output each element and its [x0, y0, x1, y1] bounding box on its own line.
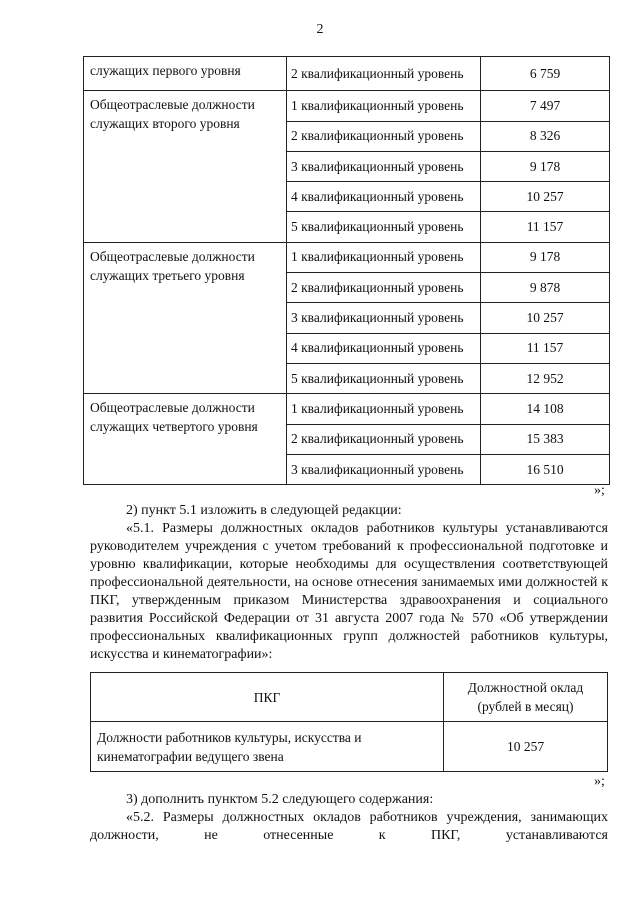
level-label: 2 квалификационный уровень: [287, 121, 481, 151]
level-label: 3 квалификационный уровень: [287, 303, 481, 333]
item-3-text: «5.2. Размеры должностных окладов работников учреждения, занимающих должности, не отнесенные к ПКГ, устанавливаются: [90, 810, 608, 843]
table-row: [84, 91, 610, 121]
level-label: 4 квалификационный уровень: [287, 182, 481, 212]
salary-value: 10 257: [481, 303, 610, 333]
level-label: 3 квалификационный уровень: [287, 454, 481, 484]
salary-value: 9 178: [481, 151, 610, 181]
salary-value: 11 157: [481, 333, 610, 363]
header-salary: Должностной оклад (рублей в месяц): [444, 673, 608, 722]
salary-table-culture: [90, 672, 608, 772]
salary-value: 9 178: [481, 242, 610, 272]
group-name: Общеотраслевые должности служащих второго уровня: [84, 91, 287, 242]
level-label: 2 квалификационный уровень: [287, 424, 481, 454]
salary-table-general: [83, 56, 610, 485]
group-name: служащих первого уровня: [84, 57, 287, 91]
level-label: 1 квалификационный уровень: [287, 242, 481, 272]
salary-value: 7 497: [481, 91, 610, 121]
level-label: 5 квалификационный уровень: [287, 363, 481, 393]
salary-value: 14 108: [481, 394, 610, 424]
salary-value: 6 759: [481, 57, 610, 91]
item-2-heading: 2) пункт 5.1 изложить в следующей редакции:: [126, 503, 402, 518]
level-label: 5 квалификационный уровень: [287, 212, 481, 242]
group-name: Общеотраслевые должности служащих четвертого уровня: [84, 394, 287, 485]
salary-value: 10 257: [481, 182, 610, 212]
table-header-row: [91, 673, 608, 722]
header-pkg: ПКГ: [91, 673, 444, 722]
closing-quote-1: »;: [594, 483, 605, 498]
group-name: Общеотраслевые должности служащих третьего уровня: [84, 242, 287, 393]
page-number: 2: [316, 22, 324, 37]
salary-value: 11 157: [481, 212, 610, 242]
salary-value: 12 952: [481, 363, 610, 393]
salary-value: 15 383: [481, 424, 610, 454]
item-2-text: «5.1. Размеры должностных окладов работников культуры устанавливаются руководителем учреждения с учетом требований к профессиональной подготовке и уровню квалификации, которые необходимы для осуществления соответствующей профессиональной деятельности, на основе отнесения занимаемых ими должностей к ПКГ, утвержденным приказом Министерства здравоохранения и социального развития Российской Федерации от 31 августа 2007 года № 570 «Об утверждении профессиональных квалификационных групп должностей работников культуры, искусства и кинематографии»:: [90, 521, 608, 662]
row-salary: 10 257: [444, 722, 608, 772]
level-label: 1 квалификационный уровень: [287, 394, 481, 424]
closing-quote-2: »;: [594, 774, 605, 789]
level-label: 2 квалификационный уровень: [287, 273, 481, 303]
level-label: 2 квалификационный уровень: [287, 57, 481, 91]
level-label: 4 квалификационный уровень: [287, 333, 481, 363]
row-pkg: Должности работников культуры, искусства и кинематографии ведущего звена: [91, 722, 444, 772]
table-row: [84, 57, 610, 91]
table-row: [84, 394, 610, 424]
table-row: [84, 242, 610, 272]
item-3-heading: 3) дополнить пунктом 5.2 следующего содержания:: [126, 792, 434, 807]
salary-value: 8 326: [481, 121, 610, 151]
salary-value: 16 510: [481, 454, 610, 484]
table-row: [91, 722, 608, 772]
salary-value: 9 878: [481, 273, 610, 303]
level-label: 3 квалификационный уровень: [287, 151, 481, 181]
level-label: 1 квалификационный уровень: [287, 91, 481, 121]
